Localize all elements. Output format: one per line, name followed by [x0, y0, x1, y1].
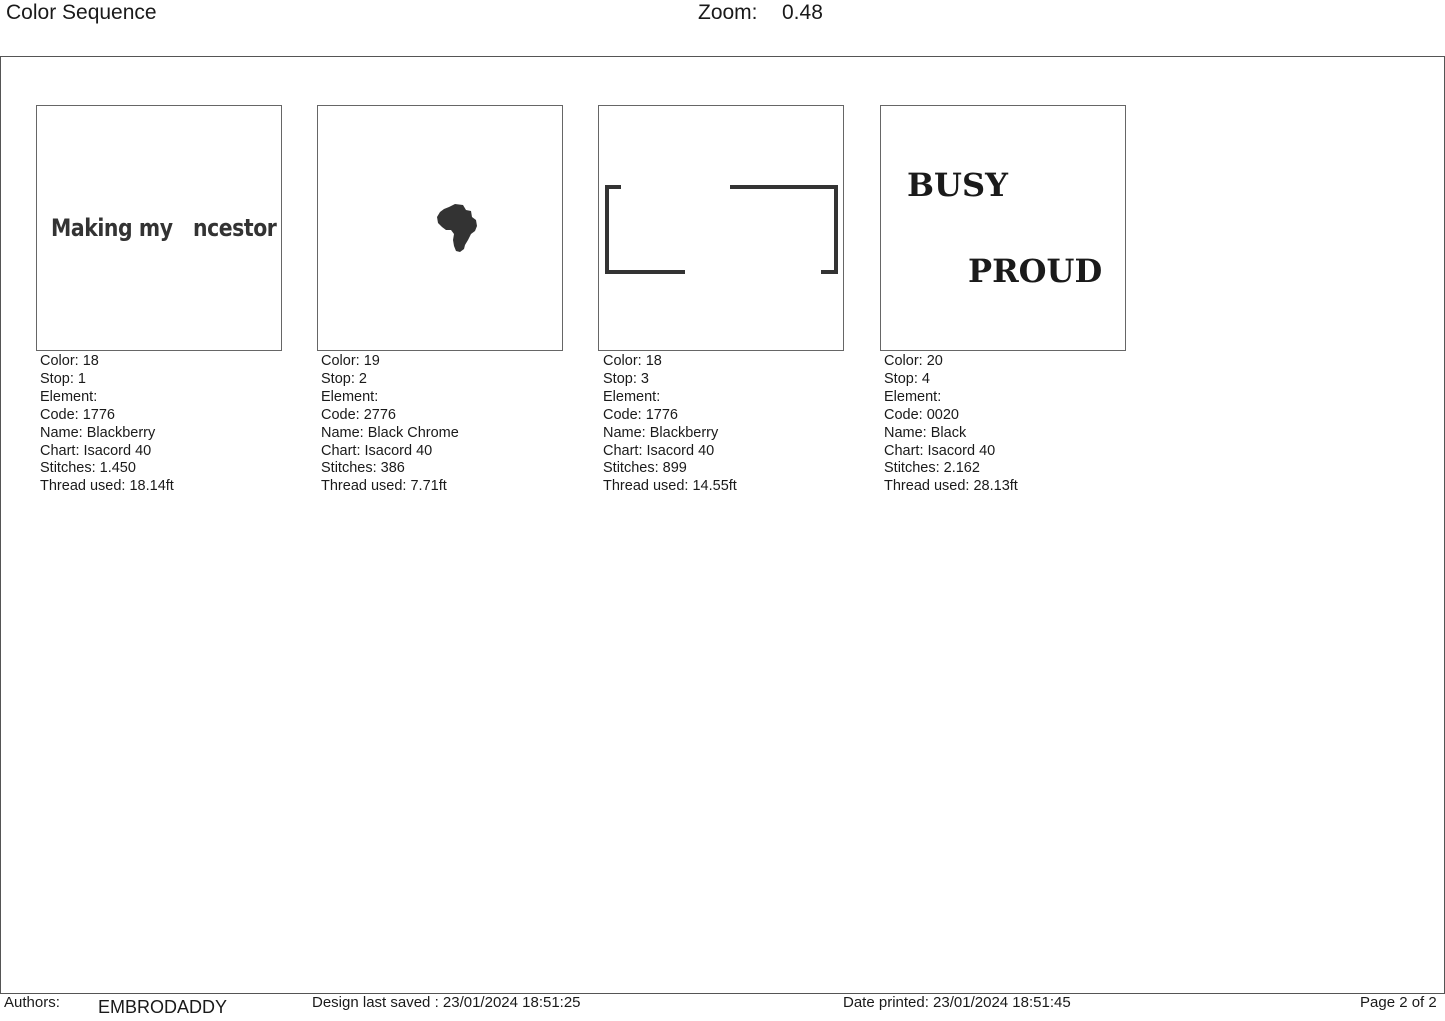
stop-number: Stop: 2 [321, 370, 367, 387]
color-number: Color: 19 [321, 353, 380, 369]
thread-used: Thread used: 14.55ft [603, 478, 737, 495]
date-printed: Date printed: 23/01/2024 18:51:45 [843, 994, 1071, 1011]
page-title: Color Sequence [6, 1, 157, 24]
zoom-label: Zoom: [698, 1, 758, 24]
thread-used: Thread used: 18.14ft [40, 478, 174, 495]
color-stop-thumbnail-2 [317, 105, 563, 351]
thread-chart: Chart: Isacord 40 [603, 442, 715, 459]
thread-name: Name: Blackberry [40, 424, 156, 441]
stitch-count: Stitches: 386 [321, 460, 405, 477]
stitch-count: Stitches: 2.162 [884, 460, 980, 477]
zoom-value: 0.48 [782, 1, 823, 24]
thread-code: Code: 1776 [40, 406, 115, 423]
thumb-text-line-1: BUSY [907, 166, 1008, 204]
thread-name: Name: Black Chrome [321, 424, 459, 441]
thumb-text-line-2: PROUD [968, 252, 1103, 290]
stop-number: Stop: 4 [884, 370, 930, 387]
color-stop-thumbnail-3 [598, 105, 844, 351]
thread-code: Code: 2776 [321, 406, 396, 423]
color-number: Color: 18 [40, 353, 99, 369]
element-label: Element: [603, 388, 661, 405]
thread-used: Thread used: 7.71ft [321, 478, 447, 495]
color-stop-thumbnail-1 [36, 105, 282, 351]
thread-chart: Chart: Isacord 40 [40, 442, 152, 459]
element-label: Element: [40, 388, 98, 405]
color-stop-info-2 [321, 353, 459, 496]
color-stop-info-1 [40, 353, 174, 496]
thumb-text-line-1: Making my [51, 214, 173, 242]
element-label: Element: [884, 388, 942, 405]
africa-map-icon [318, 106, 562, 350]
bracket-frame-icon [599, 106, 843, 350]
report-footer [0, 993, 1445, 1021]
stitch-count: Stitches: 899 [603, 460, 687, 477]
report-header [0, 0, 1445, 56]
color-stop-thumbnail-4 [880, 105, 1126, 351]
thumb-text-line-2: ncestor [193, 214, 277, 242]
thread-code: Code: 0020 [884, 406, 959, 423]
authors-value: EMBRODADDY [98, 997, 228, 1017]
color-number: Color: 20 [884, 353, 943, 369]
thread-code: Code: 1776 [603, 406, 678, 423]
design-last-saved: Design last saved : 23/01/2024 18:51:25 [312, 994, 581, 1011]
element-label: Element: [321, 388, 379, 405]
stop-number: Stop: 3 [603, 370, 649, 387]
color-number: Color: 18 [603, 353, 662, 369]
thread-chart: Chart: Isacord 40 [884, 442, 996, 459]
thread-name: Name: Blackberry [603, 424, 719, 441]
color-stop-info-4 [884, 353, 1018, 496]
thread-used: Thread used: 28.13ft [884, 478, 1018, 495]
authors-label: Authors: [4, 994, 60, 1011]
stop-number: Stop: 1 [40, 370, 86, 387]
thread-name: Name: Black [884, 424, 967, 441]
stitch-count: Stitches: 1.450 [40, 460, 136, 477]
page-number: Page 2 of 2 [1360, 994, 1437, 1011]
color-stop-info-3 [603, 353, 737, 496]
thread-chart: Chart: Isacord 40 [321, 442, 433, 459]
